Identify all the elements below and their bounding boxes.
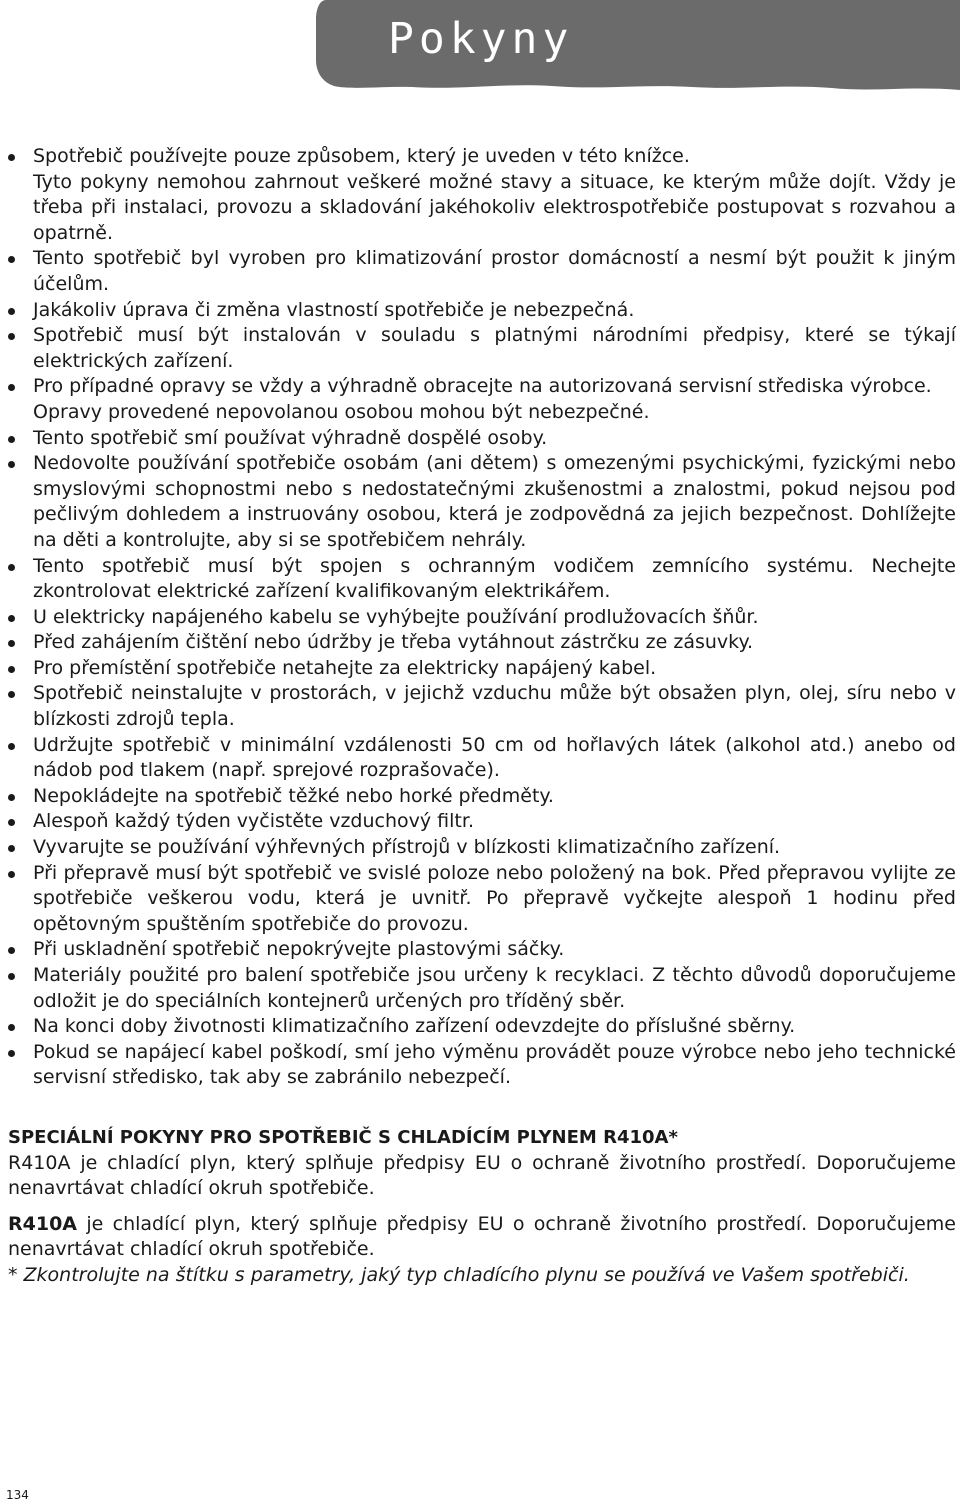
main-content xyxy=(8,144,956,1289)
list-item xyxy=(8,298,956,324)
list-item xyxy=(8,835,956,861)
list-item-text: Tento spotřebič smí používat výhradně dospělé osoby. xyxy=(33,426,548,449)
list-item-text: Tyto pokyny nemohou zahrnout veškeré možné stavy a situace, ke kterým může dojít. Vždy je třeba při instalaci, provozu a skladování jakéhokoliv elektrospotřebiče postupovat s rozvahou a opatrně. xyxy=(33,170,956,244)
list-item xyxy=(8,374,956,425)
list-item xyxy=(8,630,956,656)
list-item-text: Před zahájením čištění nebo údržby je třeba vytáhnout zástrčku ze zásuvky. xyxy=(33,631,754,654)
list-item-text: Spotřebič musí být instalován v souladu s platnými národními předpisy, které se týkají elektrických zařízení. xyxy=(33,324,956,372)
list-item-text: Opravy provedené nepovolanou osobou mohou být nebezpečné. xyxy=(33,400,650,423)
list-item xyxy=(8,784,956,810)
footnote: * Zkontrolujte na štítku s parametry, jaký typ chladícího plynu se používá ve Vašem spotřebiči. xyxy=(8,1263,910,1286)
list-item-text: Na konci doby životnosti klimatizačního zařízení odevzdejte do příslušné sběrny. xyxy=(33,1015,796,1038)
list-item-text: Tento spotřebič byl vyroben pro klimatizování prostor domácností a nesmí být použit k jiným účelům. xyxy=(33,247,956,295)
list-item-text: Alespoň každý týden vyčistěte vzduchový filtr. xyxy=(33,810,474,833)
list-item xyxy=(8,554,956,605)
list-item xyxy=(8,656,956,682)
list-item-text: Spotřebič neinstalujte v prostorách, v jejichž vzduchu může být obsažen plyn, olej, síru nebo v blízkosti zdrojů tepla. xyxy=(33,682,956,731)
list-item xyxy=(8,144,956,246)
list-item xyxy=(8,861,956,938)
list-item xyxy=(8,733,956,784)
list-item xyxy=(8,809,956,835)
list-item-text: Nedovolte používání spotřebiče osobám (ani dětem) s omezenými psychickými, fyzickými nebo smyslovými schopnostmi nebo s nedostatečnými zkušenostmi a znalostmi, pokud nejsou pod pečlivým dohledem a instruovány osobou, která je zodpovědná za jejich bezpečnost. Dohlížejte na děti a kontrolujte, aby si se spotřebičem nehrály. xyxy=(33,452,956,551)
refrigerant-paragraph-bold xyxy=(8,1212,956,1263)
page-number: 134 xyxy=(6,1488,29,1502)
list-item xyxy=(8,937,956,963)
instruction-list xyxy=(8,144,956,1091)
special-instructions-section xyxy=(8,1125,956,1289)
list-item-text: Při uskladnění spotřebič nepokrývejte plastovými sáčky. xyxy=(33,938,565,961)
list-item-text: Udržujte spotřebič v minimální vzdálenosti 50 cm od hořlavých látek (alkohol atd.) anebo od nádob pod tlakem (např. sprejové rozprašovače). xyxy=(33,733,956,782)
list-item xyxy=(8,1014,956,1040)
refrigerant-name: R410A xyxy=(8,1212,77,1235)
list-item xyxy=(8,426,956,452)
list-item-text: Materiály použité pro balení spotřebiče jsou určeny k recyklaci. Z těchto důvodů doporučujeme odložit je do speciálních kontejnerů určených pro tříděný sběr. xyxy=(33,964,956,1012)
list-item-text: Pro případné opravy se vždy a výhradně obracejte na autorizovaná servisní střediska výrobce. xyxy=(33,375,932,398)
list-item-text: Pokud se napájecí kabel poškodí, smí jeho výměnu provádět pouze výrobce nebo jeho technické servisní středisko, tak aby se zabránilo nebezpečí. xyxy=(33,1040,956,1089)
list-item-text: Pro přemístění spotřebiče netahejte za elektricky napájený kabel. xyxy=(33,656,657,679)
refrigerant-text: je chladící plyn, který splňuje předpisy EU o ochraně životního prostředí. Doporučujeme nenavrtávat chladící okruh spotřebiče. xyxy=(8,1212,956,1261)
header-tab xyxy=(312,0,960,92)
refrigerant-paragraph: R410A je chladící plyn, který splňuje předpisy EU o ochraně životního prostředí. Doporučujeme nenavrtávat chladící okruh spotřebiče. xyxy=(8,1151,956,1200)
list-item xyxy=(8,246,956,297)
list-item-text: Jakákoliv úprava či změna vlastností spotřebiče je nebezpečná. xyxy=(33,298,635,321)
list-item xyxy=(8,451,956,553)
list-item-text: Při přepravě musí být spotřebič ve svislé poloze nebo položený na bok. Před přepravou vylijte ze spotřebiče veškerou vodu, která je uvnitř. Po přepravě vyčkejte alespoň 1 hodinu před opětovným spuštěním spotřebiče do provozu. xyxy=(33,861,956,935)
list-item-text: Tento spotřebič musí být spojen s ochranným vodičem zemnícího systému. Nechejte zkontrolovat elektrické zařízení kvalifikovaným elektrikářem. xyxy=(33,554,956,603)
list-item xyxy=(8,605,956,631)
list-item xyxy=(8,681,956,732)
list-item-text: Spotřebič používejte pouze způsobem, který je uveden v této knížce. xyxy=(33,145,690,167)
list-item-text: U elektricky napájeného kabelu se vyhýbejte používání prodlužovacích šňůr. xyxy=(33,605,759,628)
list-item xyxy=(8,323,956,374)
list-item xyxy=(8,1040,956,1091)
list-item-text: Vyvarujte se používání výhřevných přístrojů v blízkosti klimatizačního zařízení. xyxy=(33,836,781,859)
list-item xyxy=(8,963,956,1014)
section-title: SPECIÁLNÍ POKYNY PRO SPOTŘEBIČ S CHLADÍCÍM PLYNEM R410A* xyxy=(8,1126,678,1148)
page-title: Pokyny xyxy=(388,14,574,64)
list-item-text: Nepokládejte na spotřebič těžké nebo horké předměty. xyxy=(33,784,554,807)
